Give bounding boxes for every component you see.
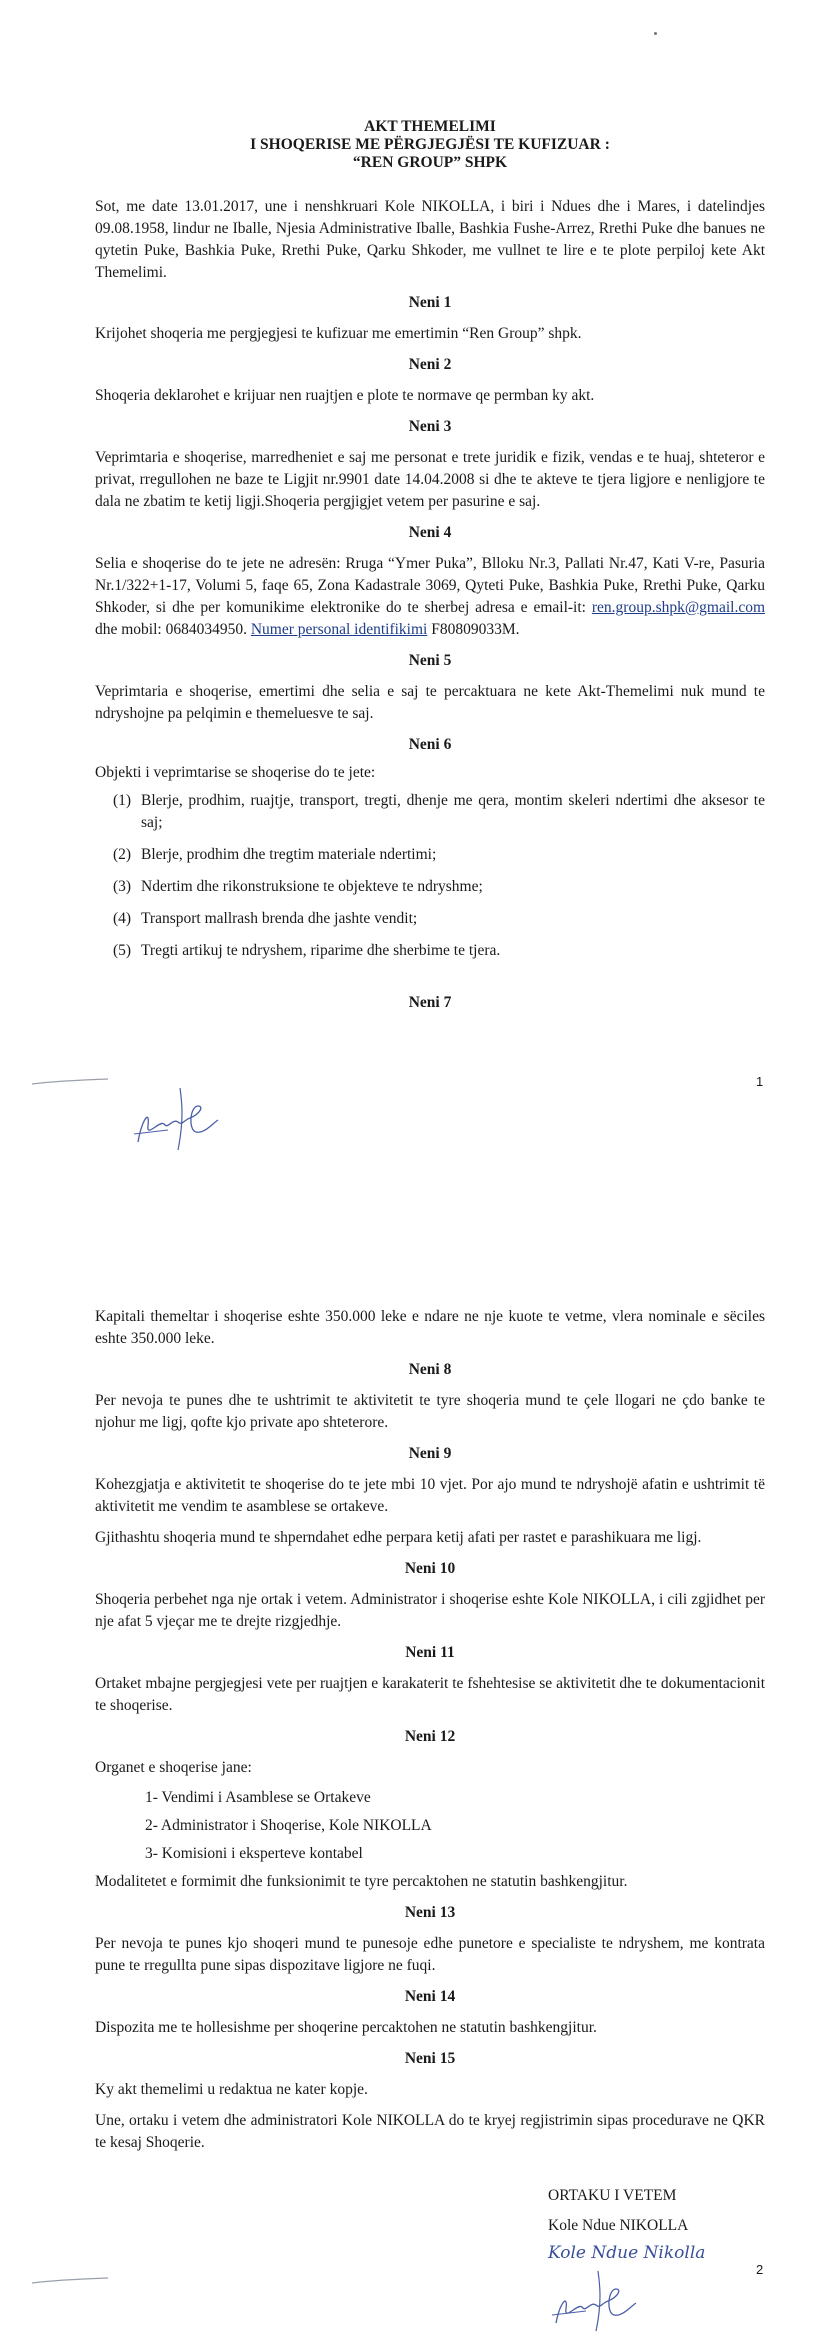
- document-title-line-1: AKT THEMELIMI: [364, 118, 496, 135]
- document-title-line-2: I SHOQERISE ME PËRGJEGJËSI TE KUFIZUAR :: [250, 136, 610, 153]
- list-item-text: Transport mallrash brenda dhe jashte vendit;: [141, 910, 418, 927]
- margin-pen-mark: [30, 2275, 110, 2287]
- article-15-text-2: Une, ortaku i vetem dhe administratori Kole NIKOLLA do te kryej regjistrimin sipas procedurave ne QKR te kesaj Shoqerie.: [95, 2112, 765, 2151]
- article-12-intro: Organet e shoqerise jane:: [95, 1759, 252, 1776]
- document-title-line-3: “REN GROUP” SHPK: [352, 154, 508, 171]
- list-item-text: Tregti artikuj te ndryshem, riparime dhe sherbime te tjera.: [141, 942, 501, 959]
- activities-list: [95, 790, 765, 962]
- article-12-heading: Neni 12: [404, 1728, 456, 1745]
- page-2-content: [95, 1306, 765, 2154]
- article-2-text: Shoqeria deklarohet e krijuar nen ruajtjen e plote te normave qe permban ky akt.: [95, 387, 595, 404]
- address-text: Selia e shoqerise do te jete ne adresën: Rruga “Ymer Puka”, Blloku Nr.3, Pallati Nr.47, Kati V-re, Pasuria Nr.1/322+1-17, Volumi 5, faqe 65, Zona Kadastrale 3069, Qyteti Puke, Bashkia Puke, Rrethi Puke, Qarku Shkoder, si dhe per komunikime elektronike do te sherbej adresa e email-it:: [95, 555, 765, 616]
- signatory-role: ORTAKU I VETEM: [548, 2187, 677, 2204]
- signatory-name: Kole Ndue NIKOLLA: [548, 2217, 689, 2234]
- article-8-text: Per nevoja te punes dhe te ushtrimit te aktivitetit te tyre shoqeria mund te çele llogari ne çdo banke te njohur me ligj, qofte kjo private apo shteterore.: [95, 1392, 765, 1431]
- article-6-heading: Neni 6: [408, 736, 452, 753]
- article-15-heading: Neni 15: [404, 2050, 456, 2067]
- article-14-text: Dispozita me te hollesishme per shoqerine percaktohen ne statutin bashkengjitur.: [95, 2019, 597, 2036]
- article-3-heading: Neni 3: [408, 418, 452, 435]
- list-item-text: Blerje, prodhim dhe tregtim materiale ndertimi;: [141, 846, 437, 863]
- page-1-content: [95, 118, 765, 1014]
- list-item: 3- Komisioni i eksperteve kontabel: [145, 1845, 363, 1862]
- article-5-text: Veprimtaria e shoqerise, emertimi dhe selia e saj te percaktuara ne kete Akt-Themelimi nuk mund te ndryshojne pa pelqimin e themeluesve te saj.: [95, 683, 765, 722]
- list-item-text: Blerje, prodhim, ruajtje, transport, tregti, dhenje me qera, montim skeleri ndertimi dhe aksesor te saj;: [141, 792, 765, 831]
- email-link[interactable]: ren.group.shpk@gmail.com: [591, 599, 766, 616]
- article-9-text-2: Gjithashtu shoqeria mund te shperndahet edhe perpara ketij afati per rastet e parashikuara me ligj.: [95, 1529, 702, 1546]
- page-number: 2: [756, 2262, 764, 2277]
- article-7-text: Kapitali themeltar i shoqerise eshte 350.000 leke e ndare ne nje kuote te vetme, vlera nominale e sëciles eshte 350.000 leke.: [95, 1308, 765, 1347]
- article-15-text-1: Ky akt themelimi u redaktua ne kater kopje.: [95, 2081, 368, 2098]
- article-1-text: Krijohet shoqeria me pergjegjesi te kufizuar me emertimin “Ren Group” shpk.: [95, 325, 582, 342]
- article-10-text: Shoqeria perbehet nga nje ortak i vetem. Administrator i shoqerise eshte Kole NIKOLLA, i cili zgjidhet per nje afat 5 vjeçar me te drejte rizgjedhje.: [95, 1591, 765, 1630]
- mobile-text: dhe mobil: 0684034950.: [95, 621, 247, 638]
- list-item-number: (5): [113, 942, 132, 959]
- article-9-text-1: Kohezgjatja e aktivitetit te shoqerise do te jete mbi 10 vjet. Por ajo mund te ndryshojë afatin e ushtrimit të aktivitetit me vendim te asamblese se ortakeve.: [95, 1476, 765, 1515]
- article-10-heading: Neni 10: [404, 1560, 456, 1577]
- article-4-heading: Neni 4: [408, 524, 452, 541]
- list-item-number: (2): [113, 846, 132, 863]
- list-item: [113, 844, 765, 866]
- article-11-text: Ortaket mbajne pergjegjesi vete per ruajtjen e karakaterit te fshehtesise se aktivitetit dhe te dokumentacionit te shoqerise.: [95, 1675, 765, 1714]
- article-9-heading: Neni 9: [408, 1445, 452, 1462]
- list-item: [113, 908, 765, 930]
- handwritten-name: Kole Ndue Nikolla: [548, 2243, 706, 2263]
- nipt-label: Numer personal identifikimi: [250, 621, 428, 638]
- list-item: [113, 876, 765, 898]
- article-5-heading: Neni 5: [408, 652, 452, 669]
- page-number: 1: [756, 1074, 764, 1089]
- intro-paragraph: Sot, me date 13.01.2017, une i nenshkruari Kole NIKOLLA, i biri i Ndues dhe i Mares, i datelindjes 09.08.1958, lindur ne Iballe, Njesia Administrative Iballe, Bashkia Fushe-Arrez, Rrethi Puke dhe banues ne qytetin Puke, Bashkia Puke, Rrethi Puke, Qarku Shkoder, me vullnet te lire e te plote perpiloj kete Akt Themelimi.: [95, 198, 765, 281]
- article-14-heading: Neni 14: [404, 1988, 456, 2005]
- list-item-text: Ndertim dhe rikonstruksione te objekteve te ndryshme;: [141, 878, 483, 895]
- article-4-text: [95, 553, 765, 641]
- list-item-number: (4): [113, 910, 132, 927]
- list-item-number: (1): [113, 792, 132, 809]
- article-3-text: Veprimtaria e shoqerise, marredheniet e saj me personat e trete juridik e fizik, vendas e te huaj, shteteror e privat, rregullohen ne baze te Ligjit nr.9901 date 14.04.2008 si dhe te akteve te tjera ligjore e nenligjore te dala ne zbatim te ketij ligji.Shoqeria pergjigjet vetem per pasurine e saj.: [95, 449, 765, 510]
- article-2-heading: Neni 2: [408, 356, 452, 373]
- list-item: [113, 790, 765, 834]
- scan-speck: [654, 32, 657, 35]
- article-12-text: Modalitetet e formimit dhe funksionimit te tyre percaktohen ne statutin bashkengjitur.: [95, 1873, 628, 1890]
- document-page-2: [0, 1169, 826, 2338]
- list-item: 1- Vendimi i Asamblese se Ortakeve: [145, 1789, 371, 1806]
- list-item-number: (3): [113, 878, 132, 895]
- article-13-heading: Neni 13: [404, 1904, 456, 1921]
- signature-block: [548, 2185, 688, 2237]
- margin-pen-mark: [30, 1076, 110, 1088]
- article-6-intro: Objekti i veprimtarise se shoqerise do te jete:: [95, 764, 376, 781]
- article-13-text: Per nevoja te punes kjo shoqeri mund te punesoje edhe punetore e specialiste te ndryshem, me kontrata pune te rregullta pune sipas dispozitave ligjore ne fuqi.: [95, 1935, 765, 1974]
- article-11-heading: Neni 11: [405, 1644, 455, 1661]
- organs-list: [95, 1787, 765, 1865]
- signature-mark: [540, 2267, 660, 2337]
- nipt-value: F80809033M.: [431, 621, 520, 638]
- list-item: [113, 940, 765, 962]
- list-item: 2- Administrator i Shoqerise, Kole NIKOLLA: [145, 1817, 432, 1834]
- article-7-heading: Neni 7: [408, 994, 452, 1011]
- article-1-heading: Neni 1: [408, 294, 452, 311]
- article-8-heading: Neni 8: [408, 1361, 452, 1378]
- signature-mark: [120, 1080, 240, 1160]
